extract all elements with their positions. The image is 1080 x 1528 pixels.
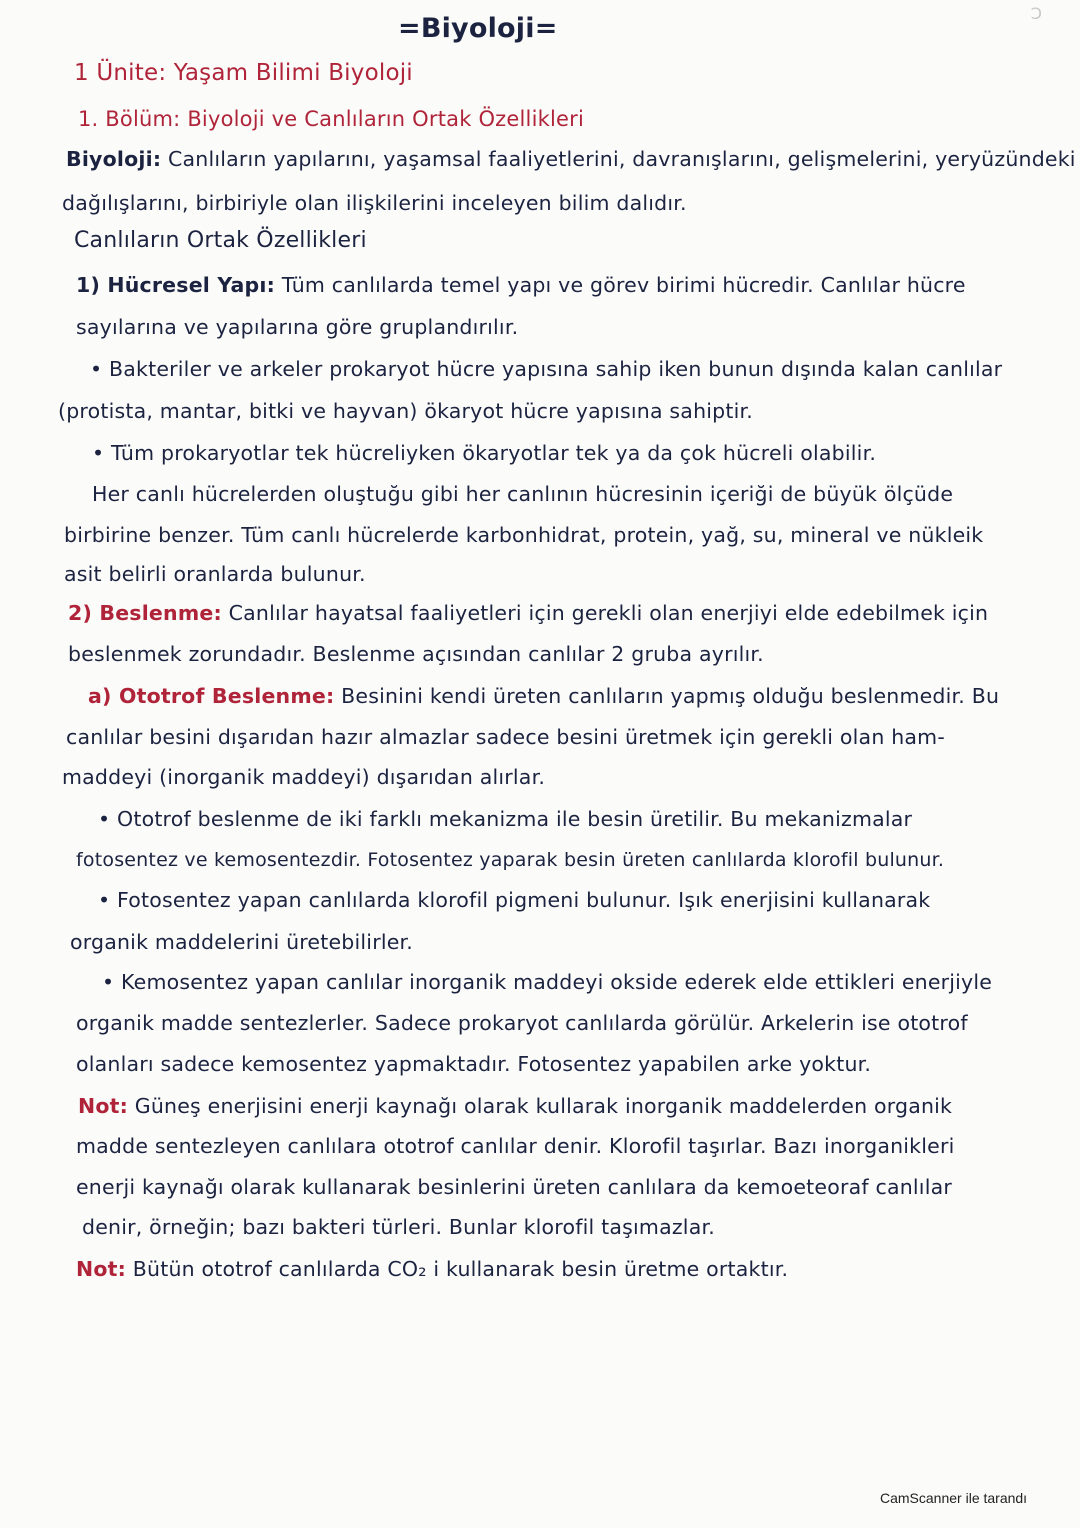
intro-line-1 [66,146,1076,172]
autotroph-line-1 [88,683,999,709]
autotroph-line-3: maddeyi (inorganik maddeyi) dışarıdan alırlar. [62,765,546,789]
note-1-line-1 [78,1093,952,1119]
cell-paragraph-line-3: asit belirli oranlarda bulunur. [64,562,366,586]
cell-bullet-1-line-1: • Bakteriler ve arkeler prokaryot hücre yapısına sahip iken bunun dışında kalan canlılar [90,357,1003,381]
nutrition-line-2: beslenmek zorundadır. Beslenme açısından canlılar 2 gruba ayrılır. [68,642,764,666]
autotroph-bullet-3-line-1: • Kemosentez yapan canlılar inorganik maddeyi okside ederek elde ettikleri enerjiyle [102,970,993,994]
note-2-line [76,1256,788,1282]
autotroph-bullet-1-line-2: fotosentez ve kemosentezdir. Fotosentez yaparak besin üreten canlılarda klorofil bulunur. [76,849,945,871]
intro-line-2: dağılışlarını, birbiriyle olan ilişkilerini inceleyen bilim dalıdır. [62,191,687,215]
nutrition-text-1: Canlılar hayatsal faaliyetleri için gerekli olan enerjiyi elde edebilmek için [228,601,989,625]
cell-paragraph-line-2: birbirine benzer. Tüm canlı hücrelerde karbonhidrat, protein, yağ, su, mineral ve nükleik [64,523,984,547]
nutrition-line-1 [68,600,988,626]
autotroph-bullet-2-line-1: • Fotosentez yapan canlılarda klorofil pigmeni bulunur. Işık enerjisini kullanarak [98,888,931,912]
page-title: =Biyoloji= [398,13,558,44]
scanner-watermark: CamScanner ile tarandı [880,1490,1028,1506]
note-1-text-1: Güneş enerjisini enerji kaynağı olarak kullarak inorganik maddelerden organik [134,1094,953,1118]
cell-bullet-2: • Tüm prokaryotlar tek hücreliyken ökaryotlar tek ya da çok hücreli olabilir. [92,441,877,465]
cell-line-1 [76,272,966,298]
note-2-text: Bütün ototrof canlılarda CO₂ i kullanarak besin üretme ortaktır. [132,1257,789,1281]
note-1-line-2: madde sentezleyen canlılara ototrof canlılar denir. Klorofil taşırlar. Bazı inorganikleri [76,1134,955,1158]
note-2-label: Not: [76,1257,127,1281]
cell-paragraph-line-1: Her canlı hücrelerden oluştuğu gibi her canlının hücresinin içeriği de büyük ölçüde [92,482,954,506]
intro-text-1: Canlıların yapılarını, yaşamsal faaliyetlerini, davranışlarını, gelişmelerini, yeryüzündeki [167,147,1076,171]
chapter-heading: 1. Bölüm: Biyoloji ve Canlıların Ortak Özellikleri [78,107,585,131]
unit-heading: 1 Ünite: Yaşam Bilimi Biyoloji [74,60,413,86]
note-1-label: Not: [78,1094,129,1118]
note-1-line-4: denir, örneğin; bazı bakteri türleri. Bunlar klorofil taşımazlar. [82,1215,715,1239]
corner-mark: Ɔ [1030,4,1042,23]
cell-line-2: sayılarına ve yapılarına göre gruplandırılır. [76,315,519,339]
nutrition-heading: 2) Beslenme: [68,601,222,625]
autotroph-line-2: canlılar besini dışarıdan hazır almazlar sadece besini üretmek için gerekli olan ham- [66,725,945,749]
autotroph-bullet-1-line-1: • Ototrof beslenme de iki farklı mekanizma ile besin üretilir. Bu mekanizmalar [98,807,913,831]
autotroph-bullet-3-line-2: organik madde sentezlerler. Sadece prokaryot canlılarda görülür. Arkelerin ise ototrof [76,1011,968,1035]
intro-term: Biyoloji: [66,147,162,171]
autotroph-text-1: Besinini kendi üreten canlıların yapmış olduğu beslenmedir. Bu [341,684,1000,708]
cell-text-1: Tüm canlılarda temel yapı ve görev birimi hücredir. Canlılar hücre [281,273,966,297]
note-1-line-3: enerji kaynağı olarak kullanarak besinlerini üreten canlılara da kemoeteoraf canlılar [76,1175,952,1199]
cell-bullet-1-line-2: (protista, mantar, bitki ve hayvan) ökaryot hücre yapısına sahiptir. [58,399,753,423]
autotroph-bullet-2-line-2: organik maddelerini üretebilirler. [70,930,413,954]
autotroph-bullet-3-line-3: olanları sadece kemosentez yapmaktadır. Fotosentez yapabilen arke yoktur. [76,1052,872,1076]
section-title: Canlıların Ortak Özellikleri [74,228,367,253]
autotroph-heading: a) Ototrof Beslenme: [88,684,335,708]
cell-heading: 1) Hücresel Yapı: [76,273,276,297]
